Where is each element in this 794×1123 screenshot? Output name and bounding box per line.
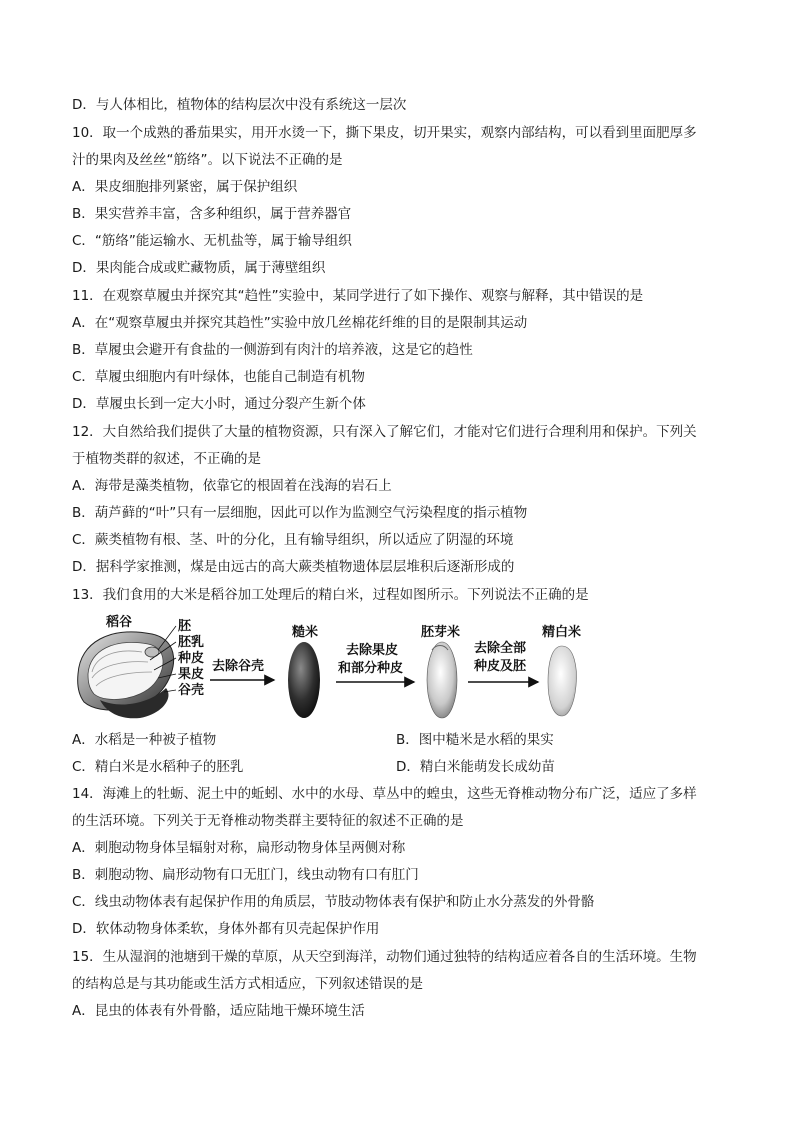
paddy-grain-diagram	[78, 626, 176, 718]
label-step1: 去除谷壳	[212, 659, 265, 674]
q13-option-c: C．精白米是水稻种子的胚乳	[72, 759, 244, 775]
polished-rice-grain	[548, 646, 576, 716]
q11-option-a: A．在“观察草履虫并探究其趋性”实验中放几丝棉花纤维的目的是限制其运动	[72, 315, 528, 331]
label-germ-rice: 胚芽米	[421, 625, 461, 640]
q12-stem-line2: 于植物类群的叙述，不正确的是	[72, 451, 261, 467]
label-paddy: 稻谷	[106, 615, 133, 630]
q11-option-d: D．草履虫长到一定大小时，通过分裂产生新个体	[72, 396, 366, 412]
q10-option-a: A．果皮细胞排列紧密，属于保护组织	[72, 179, 298, 195]
q15-stem-line2: 的结构总是与其功能或生活方式相适应，下列叙述错误的是	[72, 976, 423, 992]
label-step3-line2: 种皮及胚	[474, 659, 527, 674]
germ-rice-grain	[427, 642, 457, 718]
q10-option-d: D．果肉能合成或贮藏物质，属于薄壁组织	[72, 260, 326, 276]
q10-option-c: C．“筋络”能运输水、无机盐等，属于输导组织	[72, 233, 352, 249]
q14-stem-line1: 14．海滩上的牡蛎、泥土中的蚯蚓、水中的水母、草丛中的蝗虫，这些无脊椎动物分布广泛，适应了多样	[72, 786, 697, 802]
q12-stem-line1: 12．大自然给我们提供了大量的植物资源，只有深入了解它们，才能对它们进行合理利用和保护。下列关	[72, 424, 697, 440]
q10-option-b: B．果实营养丰富，含多种组织，属于营养器官	[72, 206, 352, 222]
q14-stem-line2: 的生活环境。下列关于无脊椎动物类群主要特征的叙述不正确的是	[72, 813, 464, 829]
label-embryo: 胚	[178, 619, 192, 634]
q9-option-d: D．与人体相比，植物体的结构层次中没有系统这一层次	[72, 97, 407, 113]
q14-option-d: D．软体动物身体柔软，身体外都有贝壳起保护作用	[72, 921, 380, 937]
label-seed-coat: 种皮	[178, 651, 205, 666]
q11-option-c: C．草履虫细胞内有叶绿体，也能自己制造有机物	[72, 369, 365, 385]
rice-processing-figure	[70, 612, 610, 724]
label-step3-line1: 去除全部	[474, 641, 527, 656]
q14-option-b: B．刺胞动物、扁形动物有口无肛门，线虫动物有口有肛门	[72, 867, 419, 883]
q11-stem: 11．在观察草履虫并探究其“趋性”实验中，某同学进行了如下操作、观察与解释，其中错误的是	[72, 288, 644, 304]
q12-option-c: C．蕨类植物有根、茎、叶的分化，且有输导组织，所以适应了阴湿的环境	[72, 532, 514, 548]
q15-option-a: A．昆虫的体表有外骨骼，适应陆地干燥环境生活	[72, 1003, 365, 1019]
q12-option-d: D．据科学家推测，煤是由远古的高大蕨类植物遗体层层堆积后逐渐形成的	[72, 559, 515, 575]
label-endosperm: 胚乳	[178, 635, 205, 650]
label-step2-line1: 去除果皮	[346, 643, 399, 658]
brown-rice-grain	[288, 642, 320, 718]
q13-option-a: A．水稻是一种被子植物	[72, 732, 217, 748]
label-pericarp: 果皮	[178, 667, 205, 682]
label-husk: 谷壳	[178, 683, 205, 698]
q12-option-a: A．海带是藻类植物，依靠它的根固着在浅海的岩石上	[72, 478, 392, 494]
q10-stem-line1: 10．取一个成熟的番茄果实，用开水烫一下，撕下果皮，切开果实，观察内部结构，可以看到里面肥厚多	[72, 125, 697, 141]
q10-stem-line2: 汁的果肉及丝丝“筋络”。以下说法不正确的是	[72, 152, 343, 168]
q14-option-a: A．刺胞动物身体呈辐射对称，扁形动物身体呈两侧对称	[72, 840, 406, 856]
q14-option-c: C．线虫动物体表有起保护作用的角质层，节肢动物体表有保护和防止水分蒸发的外骨骼	[72, 894, 595, 910]
q13-stem: 13．我们食用的大米是稻谷加工处理后的精白米，过程如图所示。下列说法不正确的是	[72, 587, 589, 603]
q13-option-b: B．图中糙米是水稻的果实	[396, 732, 554, 748]
q11-option-b: B．草履虫会避开有食盐的一侧游到有肉汁的培养液，这是它的趋性	[72, 342, 473, 358]
label-brown-rice: 糙米	[292, 625, 319, 640]
q15-stem-line1: 15．生从湿润的池塘到干燥的草原，从天空到海洋，动物们通过独特的结构适应着各自的生活环境。生物	[72, 949, 697, 965]
q12-option-b: B．葫芦藓的“叶”只有一层细胞，因此可以作为监测空气污染程度的指示植物	[72, 505, 528, 521]
label-polished-rice: 精白米	[542, 625, 582, 640]
q13-option-d: D．精白米能萌发长成幼苗	[396, 759, 555, 775]
label-step2-line2: 和部分种皮	[338, 661, 404, 676]
